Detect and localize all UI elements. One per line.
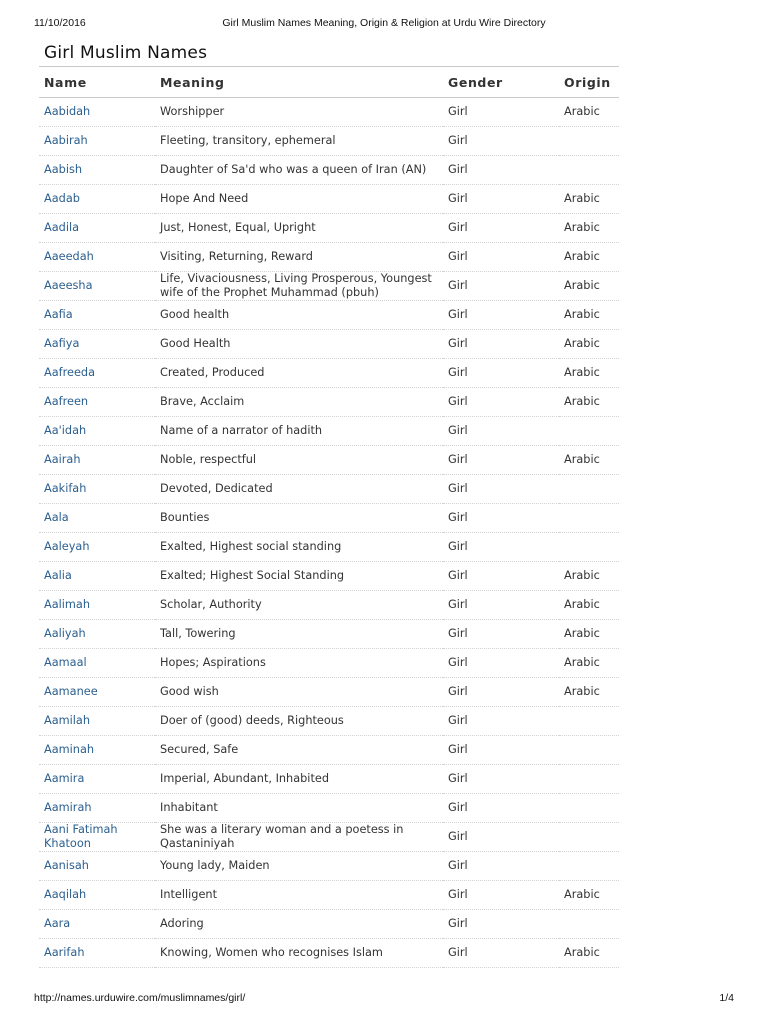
name-cell[interactable]: Aabirah <box>39 127 155 156</box>
page-title: Girl Muslim Names <box>44 43 208 63</box>
meaning-cell: Bounties <box>155 504 443 533</box>
name-cell[interactable]: Aadila <box>39 214 155 243</box>
name-cell[interactable]: Aamira <box>39 765 155 794</box>
meaning-cell: Hopes; Aspirations <box>155 649 443 678</box>
table-row <box>39 504 619 533</box>
meaning-cell: Inhabitant <box>155 794 443 823</box>
table-row <box>39 852 619 881</box>
origin-cell <box>559 852 619 881</box>
meaning-cell: Scholar, Authority <box>155 591 443 620</box>
print-date: 11/10/2016 <box>34 17 86 29</box>
name-cell[interactable]: Aaleyah <box>39 533 155 562</box>
name-cell[interactable]: Aafreeda <box>39 359 155 388</box>
name-cell[interactable]: Aamaal <box>39 649 155 678</box>
gender-cell: Girl <box>443 98 559 127</box>
gender-cell: Girl <box>443 591 559 620</box>
meaning-cell: Exalted, Highest social standing <box>155 533 443 562</box>
origin-cell: Arabic <box>559 620 619 649</box>
origin-cell <box>559 823 619 852</box>
origin-cell <box>559 910 619 939</box>
table-row <box>39 678 619 707</box>
origin-cell <box>559 707 619 736</box>
gender-cell: Girl <box>443 794 559 823</box>
origin-cell <box>559 156 619 185</box>
table-row <box>39 243 619 272</box>
meaning-cell: Worshipper <box>155 98 443 127</box>
origin-cell <box>559 417 619 446</box>
print-footer <box>34 992 734 1006</box>
table-row <box>39 214 619 243</box>
table-row <box>39 765 619 794</box>
origin-cell <box>559 127 619 156</box>
name-cell[interactable]: Aaliyah <box>39 620 155 649</box>
table-row <box>39 939 619 968</box>
origin-cell <box>559 736 619 765</box>
name-cell[interactable]: Aairah <box>39 446 155 475</box>
origin-cell <box>559 533 619 562</box>
table-row <box>39 736 619 765</box>
table-row <box>39 359 619 388</box>
gender-cell: Girl <box>443 156 559 185</box>
gender-cell: Girl <box>443 562 559 591</box>
origin-cell <box>559 504 619 533</box>
column-header-name: Name <box>39 67 155 98</box>
name-cell[interactable]: Aamirah <box>39 794 155 823</box>
column-header-origin: Origin <box>559 67 619 98</box>
table-row <box>39 794 619 823</box>
gender-cell: Girl <box>443 736 559 765</box>
name-cell[interactable]: Aalimah <box>39 591 155 620</box>
name-cell[interactable]: Aaqilah <box>39 881 155 910</box>
name-cell[interactable]: Aadab <box>39 185 155 214</box>
table-row <box>39 562 619 591</box>
table-row <box>39 98 619 127</box>
meaning-cell: Good wish <box>155 678 443 707</box>
meaning-cell: Intelligent <box>155 881 443 910</box>
table-row <box>39 127 619 156</box>
name-cell[interactable]: Aamanee <box>39 678 155 707</box>
origin-cell: Arabic <box>559 243 619 272</box>
table-row <box>39 707 619 736</box>
column-header-meaning: Meaning <box>155 67 443 98</box>
name-cell[interactable]: Aala <box>39 504 155 533</box>
origin-cell: Arabic <box>559 939 619 968</box>
gender-cell: Girl <box>443 504 559 533</box>
origin-cell: Arabic <box>559 678 619 707</box>
gender-cell: Girl <box>443 620 559 649</box>
gender-cell: Girl <box>443 910 559 939</box>
meaning-cell: She was a literary woman and a poetess in Qastaniniyah <box>155 823 443 852</box>
name-cell[interactable]: Aaminah <box>39 736 155 765</box>
name-cell[interactable]: Aanisah <box>39 852 155 881</box>
meaning-cell: Daughter of Sa'd who was a queen of Iran (AN) <box>155 156 443 185</box>
origin-cell <box>559 765 619 794</box>
gender-cell: Girl <box>443 823 559 852</box>
name-cell[interactable]: Aara <box>39 910 155 939</box>
gender-cell: Girl <box>443 272 559 301</box>
table-row <box>39 533 619 562</box>
table-row <box>39 330 619 359</box>
origin-cell: Arabic <box>559 272 619 301</box>
names-table <box>39 66 619 968</box>
table-row <box>39 620 619 649</box>
name-cell[interactable]: Aafiya <box>39 330 155 359</box>
name-cell[interactable]: Aalia <box>39 562 155 591</box>
gender-cell: Girl <box>443 388 559 417</box>
table-body <box>39 98 619 968</box>
table-row <box>39 417 619 446</box>
meaning-cell: Life, Vivaciousness, Living Prosperous, Youngest wife of the Prophet Muhammad (pbuh) <box>155 272 443 301</box>
name-cell[interactable]: Aafreen <box>39 388 155 417</box>
table-row <box>39 156 619 185</box>
table-row <box>39 301 619 330</box>
meaning-cell: Name of a narrator of hadith <box>155 417 443 446</box>
table-row <box>39 649 619 678</box>
meaning-cell: Just, Honest, Equal, Upright <box>155 214 443 243</box>
meaning-cell: Good Health <box>155 330 443 359</box>
table-row <box>39 823 619 852</box>
meaning-cell: Doer of (good) deeds, Righteous <box>155 707 443 736</box>
meaning-cell: Exalted; Highest Social Standing <box>155 562 443 591</box>
name-cell[interactable]: Aani Fatimah Khatoon <box>39 823 155 852</box>
print-header <box>34 17 734 31</box>
gender-cell: Girl <box>443 359 559 388</box>
column-header-gender: Gender <box>443 67 559 98</box>
name-cell[interactable]: Aakifah <box>39 475 155 504</box>
page-number: 1/4 <box>719 992 734 1004</box>
gender-cell: Girl <box>443 446 559 475</box>
meaning-cell: Brave, Acclaim <box>155 388 443 417</box>
table-row <box>39 388 619 417</box>
meaning-cell: Young lady, Maiden <box>155 852 443 881</box>
table-row <box>39 881 619 910</box>
origin-cell: Arabic <box>559 446 619 475</box>
gender-cell: Girl <box>443 214 559 243</box>
gender-cell: Girl <box>443 852 559 881</box>
name-cell[interactable]: Aafia <box>39 301 155 330</box>
meaning-cell: Noble, respectful <box>155 446 443 475</box>
meaning-cell: Devoted, Dedicated <box>155 475 443 504</box>
name-cell[interactable]: Aabidah <box>39 98 155 127</box>
gender-cell: Girl <box>443 185 559 214</box>
gender-cell: Girl <box>443 939 559 968</box>
origin-cell: Arabic <box>559 301 619 330</box>
gender-cell: Girl <box>443 417 559 446</box>
table-row <box>39 591 619 620</box>
origin-cell: Arabic <box>559 649 619 678</box>
meaning-cell: Good health <box>155 301 443 330</box>
meaning-cell: Hope And Need <box>155 185 443 214</box>
meaning-cell: Fleeting, transitory, ephemeral <box>155 127 443 156</box>
meaning-cell: Visiting, Returning, Reward <box>155 243 443 272</box>
meaning-cell: Imperial, Abundant, Inhabited <box>155 765 443 794</box>
table-row <box>39 446 619 475</box>
name-cell[interactable]: Aaeedah <box>39 243 155 272</box>
origin-cell: Arabic <box>559 185 619 214</box>
origin-cell: Arabic <box>559 330 619 359</box>
print-url: http://names.urduwire.com/muslimnames/girl/ <box>34 992 246 1004</box>
name-cell[interactable]: Aaeesha <box>39 272 155 301</box>
gender-cell: Girl <box>443 127 559 156</box>
meaning-cell: Adoring <box>155 910 443 939</box>
gender-cell: Girl <box>443 243 559 272</box>
table-row <box>39 910 619 939</box>
gender-cell: Girl <box>443 475 559 504</box>
name-cell[interactable]: Aabish <box>39 156 155 185</box>
gender-cell: Girl <box>443 765 559 794</box>
origin-cell: Arabic <box>559 214 619 243</box>
origin-cell <box>559 794 619 823</box>
origin-cell: Arabic <box>559 562 619 591</box>
gender-cell: Girl <box>443 533 559 562</box>
meaning-cell: Secured, Safe <box>155 736 443 765</box>
table-row <box>39 185 619 214</box>
gender-cell: Girl <box>443 881 559 910</box>
origin-cell <box>559 475 619 504</box>
name-cell[interactable]: Aa'idah <box>39 417 155 446</box>
origin-cell: Arabic <box>559 359 619 388</box>
name-cell[interactable]: Aamilah <box>39 707 155 736</box>
origin-cell: Arabic <box>559 881 619 910</box>
name-cell[interactable]: Aarifah <box>39 939 155 968</box>
meaning-cell: Tall, Towering <box>155 620 443 649</box>
print-document-title: Girl Muslim Names Meaning, Origin & Religion at Urdu Wire Directory <box>222 17 546 29</box>
table-header-row <box>39 67 619 98</box>
gender-cell: Girl <box>443 707 559 736</box>
gender-cell: Girl <box>443 649 559 678</box>
table-row <box>39 272 619 301</box>
origin-cell: Arabic <box>559 388 619 417</box>
origin-cell: Arabic <box>559 98 619 127</box>
table-row <box>39 475 619 504</box>
meaning-cell: Knowing, Women who recognises Islam <box>155 939 443 968</box>
gender-cell: Girl <box>443 301 559 330</box>
gender-cell: Girl <box>443 678 559 707</box>
origin-cell: Arabic <box>559 591 619 620</box>
meaning-cell: Created, Produced <box>155 359 443 388</box>
gender-cell: Girl <box>443 330 559 359</box>
